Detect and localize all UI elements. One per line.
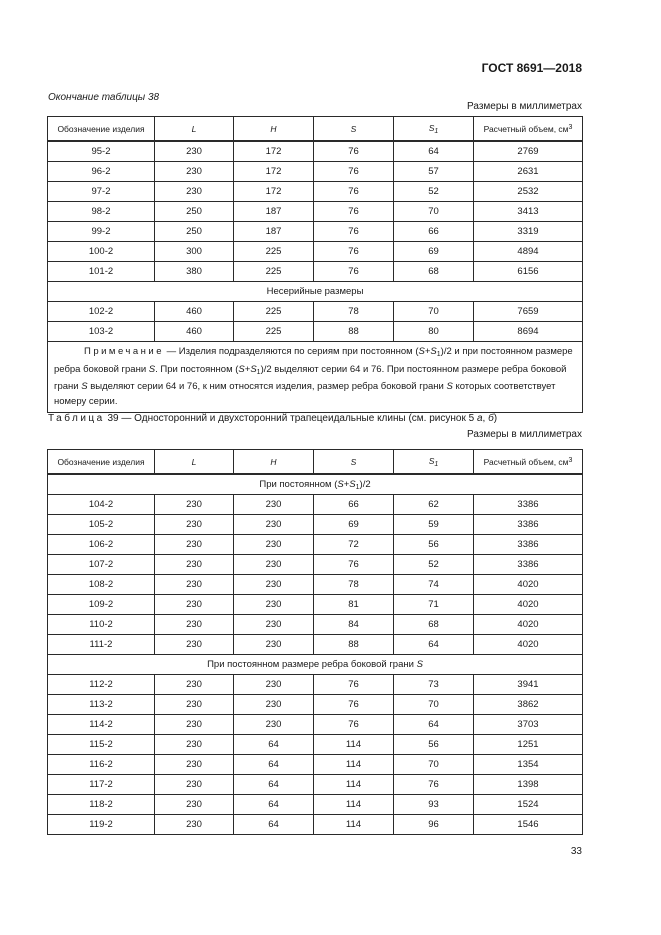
table-cell: 70 xyxy=(394,302,474,322)
table-header-row xyxy=(48,450,583,475)
table-cell: 172 xyxy=(234,141,314,162)
table-cell: 84 xyxy=(314,615,394,635)
table-cell: 76 xyxy=(314,162,394,182)
table-cell: 107-2 xyxy=(48,555,155,575)
table-cell: 380 xyxy=(155,262,234,282)
col-header-volume: Расчетный объем, $см^3$ xyxy=(474,117,583,142)
table-cell: 460 xyxy=(155,322,234,342)
table-cell: 230 xyxy=(155,162,234,182)
table-cell: 230 xyxy=(155,735,234,755)
section-row xyxy=(48,655,583,675)
table-cell: 230 xyxy=(155,555,234,575)
table-row xyxy=(48,222,583,242)
table-cell: 66 xyxy=(314,495,394,515)
table-cell: 64 xyxy=(234,735,314,755)
table-row xyxy=(48,575,583,595)
table-cell: 64 xyxy=(394,715,474,735)
table-cell: 68 xyxy=(394,262,474,282)
table-cell: 230 xyxy=(155,595,234,615)
table-header-row xyxy=(48,117,583,142)
table-row xyxy=(48,695,583,715)
table-cell: 76 xyxy=(314,715,394,735)
table-row xyxy=(48,715,583,735)
table-39-section-a xyxy=(48,474,583,495)
table-cell: 76 xyxy=(314,202,394,222)
table-cell: 95-2 xyxy=(48,141,155,162)
section-label: Несерийные размеры xyxy=(48,282,583,302)
table-cell: 66 xyxy=(394,222,474,242)
table-cell: 230 xyxy=(234,635,314,655)
table-cell: 3386 xyxy=(474,555,583,575)
table-38-caption: Окончание таблицы 38 xyxy=(48,92,160,103)
table-cell: 3941 xyxy=(474,675,583,695)
table-row xyxy=(48,515,583,535)
table-cell: 250 xyxy=(155,202,234,222)
table-cell: 230 xyxy=(234,535,314,555)
table-cell: 8694 xyxy=(474,322,583,342)
page-number: 33 xyxy=(570,846,582,857)
col-header-H: H xyxy=(234,117,314,142)
table-cell: 117-2 xyxy=(48,775,155,795)
table-cell: 76 xyxy=(314,182,394,202)
table-39-units: Размеры в миллиметрах xyxy=(467,429,582,440)
table-cell: 460 xyxy=(155,302,234,322)
table-cell: 97-2 xyxy=(48,182,155,202)
table-cell: 98-2 xyxy=(48,202,155,222)
table-cell: 230 xyxy=(155,515,234,535)
table-cell: 225 xyxy=(234,262,314,282)
table-cell: 111-2 xyxy=(48,635,155,655)
table-cell: 230 xyxy=(234,615,314,635)
table-row xyxy=(48,735,583,755)
table-38-section-nonserial xyxy=(48,282,583,302)
table-cell: 172 xyxy=(234,182,314,202)
table-cell: 187 xyxy=(234,222,314,242)
note-row xyxy=(48,342,583,413)
table-cell: 104-2 xyxy=(48,495,155,515)
table-cell: 64 xyxy=(234,795,314,815)
table-cell: 76 xyxy=(314,262,394,282)
table-cell: 230 xyxy=(155,615,234,635)
table-cell: 64 xyxy=(234,775,314,795)
table-cell: 230 xyxy=(234,675,314,695)
table-row xyxy=(48,535,583,555)
table-cell: 2769 xyxy=(474,141,583,162)
table-cell: 230 xyxy=(155,495,234,515)
table-cell: 113-2 xyxy=(48,695,155,715)
table-cell: 230 xyxy=(234,495,314,515)
table-row xyxy=(48,162,583,182)
col-header-S1: $S_1$ xyxy=(394,117,474,142)
table-cell: 68 xyxy=(394,615,474,635)
table-row xyxy=(48,182,583,202)
table-cell: 3862 xyxy=(474,695,583,715)
table-cell: 52 xyxy=(394,182,474,202)
table-cell: 230 xyxy=(155,715,234,735)
table-cell: 225 xyxy=(234,242,314,262)
table-cell: 62 xyxy=(394,495,474,515)
table-cell: 103-2 xyxy=(48,322,155,342)
table-cell: 88 xyxy=(314,322,394,342)
col-header-S: S xyxy=(314,450,394,475)
table-cell: 52 xyxy=(394,555,474,575)
table-row xyxy=(48,675,583,695)
col-header-L: L xyxy=(155,117,234,142)
table-cell: 109-2 xyxy=(48,595,155,615)
table-cell: 3386 xyxy=(474,535,583,555)
table-cell: 74 xyxy=(394,575,474,595)
table-cell: 1546 xyxy=(474,815,583,835)
table-row xyxy=(48,615,583,635)
table-39-caption: Таблица 39 — Односторонний и двухсторонний трапецеидальные клины (см. рисунок 5 а, б) xyxy=(48,413,498,424)
table-row xyxy=(48,141,583,162)
table-cell: 1398 xyxy=(474,775,583,795)
table-cell: 4020 xyxy=(474,615,583,635)
table-38-body-nonserial xyxy=(48,302,583,342)
col-header-designation: Обозначение изделия xyxy=(48,117,155,142)
table-row xyxy=(48,242,583,262)
table-cell: 101-2 xyxy=(48,262,155,282)
col-header-L: L xyxy=(155,450,234,475)
table-39-section-b xyxy=(48,655,583,675)
table-cell: 78 xyxy=(314,575,394,595)
table-row xyxy=(48,322,583,342)
table-cell: 72 xyxy=(314,535,394,555)
col-header-S1: $S_1$ xyxy=(394,450,474,475)
table-cell: 56 xyxy=(394,535,474,555)
table-cell: 57 xyxy=(394,162,474,182)
table-cell: 100-2 xyxy=(48,242,155,262)
table-row xyxy=(48,262,583,282)
table-cell: 230 xyxy=(234,515,314,535)
table-cell: 102-2 xyxy=(48,302,155,322)
table-cell: 81 xyxy=(314,595,394,615)
table-cell: 230 xyxy=(155,575,234,595)
table-row xyxy=(48,202,583,222)
table-cell: 119-2 xyxy=(48,815,155,835)
table-cell: 1524 xyxy=(474,795,583,815)
table-cell: 230 xyxy=(234,695,314,715)
table-cell: 230 xyxy=(155,675,234,695)
table-cell: 230 xyxy=(155,775,234,795)
table-cell: 80 xyxy=(394,322,474,342)
section-row xyxy=(48,282,583,302)
table-cell: 106-2 xyxy=(48,535,155,555)
table-cell: 3703 xyxy=(474,715,583,735)
table-cell: 230 xyxy=(234,575,314,595)
table-cell: 70 xyxy=(394,755,474,775)
table-cell: 230 xyxy=(155,795,234,815)
table-cell: 76 xyxy=(314,555,394,575)
table-cell: 108-2 xyxy=(48,575,155,595)
table-row xyxy=(48,775,583,795)
table-cell: 225 xyxy=(234,302,314,322)
table-row xyxy=(48,755,583,775)
table-39-body-a xyxy=(48,495,583,655)
table-cell: 225 xyxy=(234,322,314,342)
table-cell: 115-2 xyxy=(48,735,155,755)
table-cell: 114-2 xyxy=(48,715,155,735)
table-cell: 3319 xyxy=(474,222,583,242)
table-cell: 76 xyxy=(394,775,474,795)
table-cell: 230 xyxy=(155,755,234,775)
table-cell: 78 xyxy=(314,302,394,322)
table-row xyxy=(48,635,583,655)
table-cell: 114 xyxy=(314,775,394,795)
table-cell: 1251 xyxy=(474,735,583,755)
table-cell: 300 xyxy=(155,242,234,262)
table-cell: 105-2 xyxy=(48,515,155,535)
table-cell: 3386 xyxy=(474,495,583,515)
table-cell: 70 xyxy=(394,695,474,715)
table-38-note: Примечание — Изделия подразделяются по сериям при постоянном $(S+S_1)/2$ и при постоянном размере ребра боковой грани S. При постоянном $(S+S_1)/2$ выделяют серии 64 и 76. При постоянном размере ребра боковой грани S выделяют серии 64 и 76, к ним относятся изделия, размер ребра боковой грани S которых соответствует номеру серии. xyxy=(48,342,583,413)
table-cell: 230 xyxy=(234,595,314,615)
table-cell: 64 xyxy=(234,815,314,835)
table-cell: 114 xyxy=(314,755,394,775)
table-row xyxy=(48,595,583,615)
table-cell: 3386 xyxy=(474,515,583,535)
table-cell: 230 xyxy=(155,635,234,655)
table-cell: 4020 xyxy=(474,575,583,595)
col-header-designation: Обозначение изделия xyxy=(48,450,155,475)
table-cell: 3413 xyxy=(474,202,583,222)
table-cell: 230 xyxy=(155,182,234,202)
table-cell: 230 xyxy=(155,141,234,162)
table-cell: 56 xyxy=(394,735,474,755)
table-38-units: Размеры в миллиметрах xyxy=(467,101,582,112)
table-cell: 118-2 xyxy=(48,795,155,815)
table-cell: 76 xyxy=(314,242,394,262)
table-cell: 230 xyxy=(155,695,234,715)
table-cell: 59 xyxy=(394,515,474,535)
table-row xyxy=(48,795,583,815)
table-38-body-serial xyxy=(48,141,583,282)
table-cell: 76 xyxy=(314,695,394,715)
table-cell: 71 xyxy=(394,595,474,615)
table-cell: 99-2 xyxy=(48,222,155,242)
table-cell: 96-2 xyxy=(48,162,155,182)
table-cell: 110-2 xyxy=(48,615,155,635)
table-cell: 114 xyxy=(314,815,394,835)
table-cell: 2631 xyxy=(474,162,583,182)
col-header-volume: Расчетный объем, $см^3$ xyxy=(474,450,583,475)
table-cell: 114 xyxy=(314,735,394,755)
section-label: При постоянном размере ребра боковой грани S xyxy=(48,655,583,675)
table-39-body-b xyxy=(48,675,583,835)
note-label: Примечание xyxy=(84,346,164,357)
table-cell: 6156 xyxy=(474,262,583,282)
table-cell: 7659 xyxy=(474,302,583,322)
table-cell: 93 xyxy=(394,795,474,815)
section-label: При постоянном $(S+S_1)/2$ xyxy=(48,474,583,495)
table-row xyxy=(48,815,583,835)
table-cell: 230 xyxy=(234,715,314,735)
table-cell: 70 xyxy=(394,202,474,222)
table-cell: 88 xyxy=(314,635,394,655)
table-cell: 187 xyxy=(234,202,314,222)
col-header-S: S xyxy=(314,117,394,142)
document-code: ГОСТ 8691—2018 xyxy=(481,61,582,75)
table-cell: 4020 xyxy=(474,635,583,655)
table-cell: 64 xyxy=(394,635,474,655)
table-cell: 96 xyxy=(394,815,474,835)
table-cell: 172 xyxy=(234,162,314,182)
table-cell: 4020 xyxy=(474,595,583,615)
table-cell: 1354 xyxy=(474,755,583,775)
table-cell: 116-2 xyxy=(48,755,155,775)
table-cell: 250 xyxy=(155,222,234,242)
table-row xyxy=(48,302,583,322)
section-row xyxy=(48,474,583,495)
table-row xyxy=(48,495,583,515)
table-cell: 76 xyxy=(314,141,394,162)
table-cell: 114 xyxy=(314,795,394,815)
table-cell: 64 xyxy=(234,755,314,775)
table-cell: 73 xyxy=(394,675,474,695)
table-cell: 4894 xyxy=(474,242,583,262)
table-cell: 230 xyxy=(155,815,234,835)
col-header-H: H xyxy=(234,450,314,475)
table-cell: 230 xyxy=(234,555,314,575)
table-cell: 2532 xyxy=(474,182,583,202)
table-cell: 112-2 xyxy=(48,675,155,695)
table-39 xyxy=(47,449,583,835)
table-cell: 69 xyxy=(394,242,474,262)
table-row xyxy=(48,555,583,575)
table-cell: 76 xyxy=(314,222,394,242)
table-cell: 230 xyxy=(155,535,234,555)
table-cell: 69 xyxy=(314,515,394,535)
table-cell: 76 xyxy=(314,675,394,695)
table-38 xyxy=(47,116,583,413)
table-cell: 64 xyxy=(394,141,474,162)
